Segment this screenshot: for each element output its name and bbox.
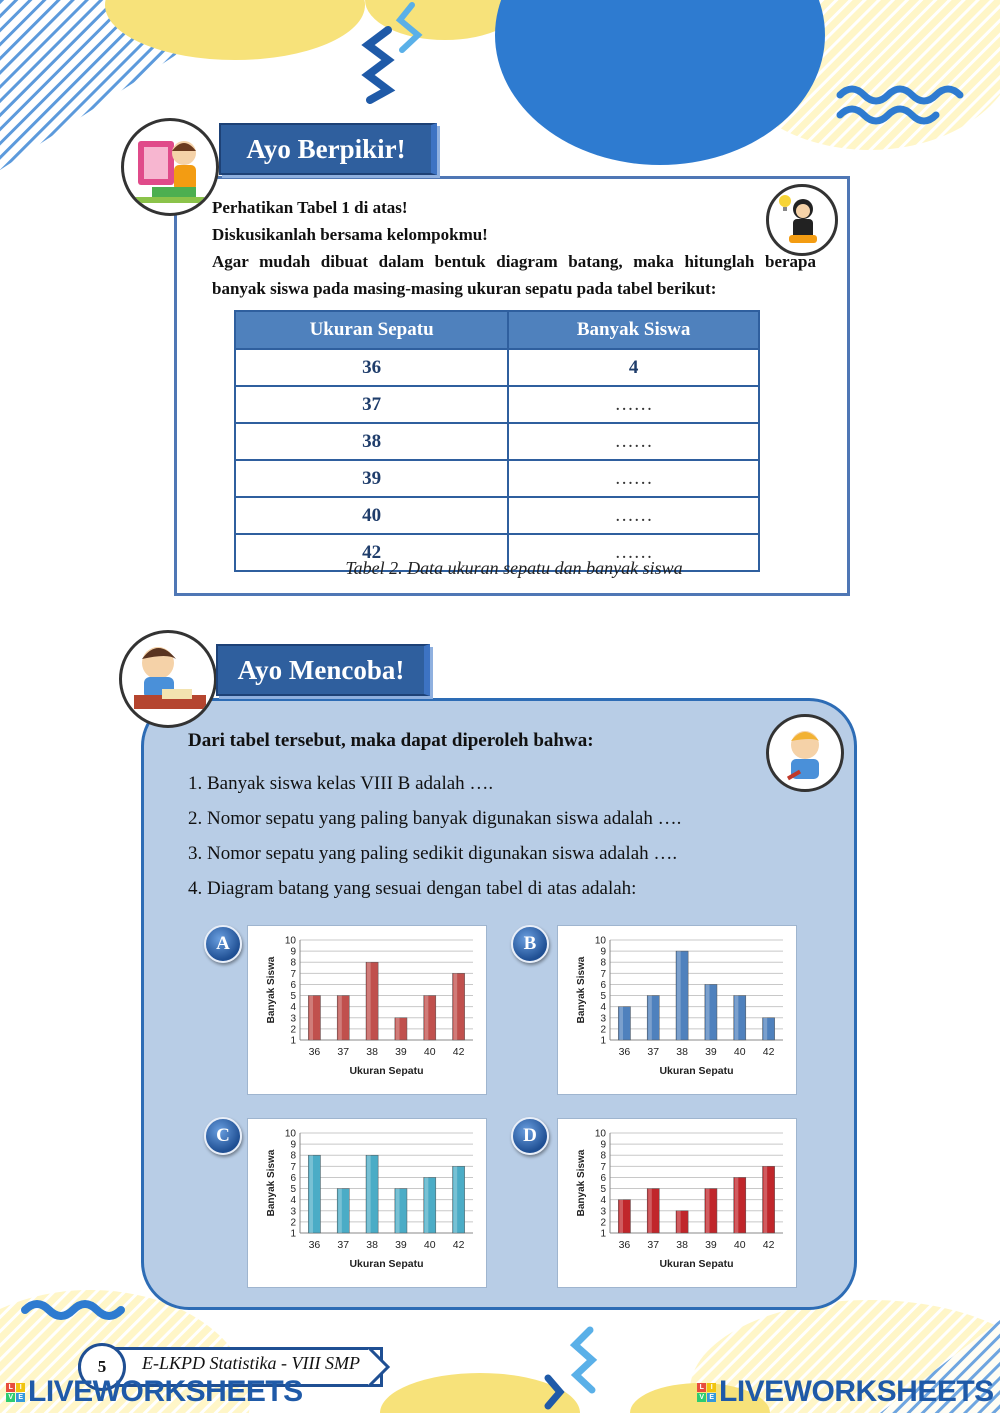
- x-tick-label: 36: [618, 1239, 631, 1251]
- y-tick-label: 10: [594, 935, 606, 947]
- bar-chart: [558, 1119, 798, 1289]
- table-row: [235, 460, 759, 497]
- header-shoe-size: Ukuran Sepatu: [235, 311, 508, 349]
- bar-highlight: [619, 1200, 623, 1233]
- y-tick-label: 2: [600, 1217, 606, 1229]
- instruction-line-2: Diskusikanlah bersama kelompokmu!: [212, 225, 488, 244]
- y-tick-label: 8: [290, 1150, 296, 1162]
- y-tick-label: 1: [290, 1035, 296, 1047]
- y-tick-label: 9: [290, 946, 296, 958]
- y-tick-label: 3: [600, 1206, 606, 1218]
- y-tick-label: 6: [290, 1172, 296, 1184]
- reading-kids-icon: [124, 121, 216, 213]
- x-tick-label: 38: [366, 1239, 378, 1251]
- y-tick-label: 1: [290, 1228, 296, 1240]
- bar-highlight: [338, 1189, 342, 1233]
- bar-highlight: [706, 1189, 710, 1233]
- bar-highlight: [648, 1189, 652, 1233]
- y-tick-label: 6: [290, 979, 296, 991]
- y-tick-label: 5: [290, 991, 296, 1003]
- header-student-count: Banyak Siswa: [508, 311, 759, 349]
- bar-highlight: [454, 973, 458, 1040]
- x-tick-label: 40: [733, 1239, 746, 1251]
- lead-text: Dari tabel tersebut, maka dapat diperoleh bahwa:: [188, 730, 594, 751]
- y-tick-label: 6: [600, 1172, 606, 1184]
- y-tick-label: 2: [290, 1024, 296, 1036]
- y-tick-label: 2: [290, 1217, 296, 1229]
- brand-text: LIVEWORKSHEETS: [28, 1375, 303, 1408]
- instructions-block: [212, 194, 816, 302]
- chart-option-a[interactable]: [247, 925, 487, 1095]
- x-axis-label: Ukuran Sepatu: [349, 1258, 424, 1270]
- y-tick-label: 1: [600, 1035, 606, 1047]
- cell-count-answer[interactable]: ……: [508, 460, 759, 497]
- cell-count-answer[interactable]: ……: [508, 534, 759, 571]
- bar-highlight: [706, 984, 710, 1040]
- y-tick-label: 3: [290, 1206, 296, 1218]
- cell-count-answer[interactable]: ……: [508, 423, 759, 460]
- x-tick-label: 37: [337, 1046, 350, 1058]
- y-tick-label: 1: [600, 1228, 606, 1240]
- y-tick-label: 4: [600, 1002, 606, 1014]
- shoe-size-table: [234, 310, 760, 572]
- x-tick-label: 37: [647, 1046, 660, 1058]
- x-tick-label: 38: [366, 1046, 378, 1058]
- bar-highlight: [735, 996, 739, 1040]
- table-row: [235, 349, 759, 386]
- liveworksheets-logo-right: [697, 1375, 994, 1409]
- table-row: [235, 423, 759, 460]
- x-tick-label: 37: [647, 1239, 660, 1251]
- y-tick-label: 2: [600, 1024, 606, 1036]
- bar-chart: [248, 926, 488, 1096]
- bar-highlight: [396, 1189, 400, 1233]
- bar-highlight: [764, 1018, 768, 1040]
- y-tick-label: 7: [600, 1161, 606, 1173]
- x-axis-label: Ukuran Sepatu: [659, 1258, 734, 1270]
- y-tick-label: 10: [284, 935, 296, 947]
- y-tick-label: 5: [600, 1184, 606, 1196]
- bar-highlight: [367, 1155, 371, 1233]
- cell-count-answer[interactable]: ……: [508, 386, 759, 423]
- instruction-line-3: Agar mudah dibuat dalam bentuk diagram batang, maka hitunglah berapa banyak siswa pada masing-masing ukuran sepatu pada tabel berikut:: [212, 252, 816, 298]
- y-tick-label: 4: [600, 1195, 606, 1207]
- bar-highlight: [677, 1211, 681, 1233]
- chart-option-d[interactable]: [557, 1118, 797, 1288]
- table-row: [235, 497, 759, 534]
- y-tick-label: 5: [600, 991, 606, 1003]
- x-axis-label: Ukuran Sepatu: [659, 1065, 734, 1077]
- boy-writing-icon: [769, 717, 841, 789]
- y-tick-label: 8: [600, 957, 606, 969]
- x-tick-label: 42: [452, 1239, 465, 1251]
- bar-highlight: [735, 1177, 739, 1233]
- bar-highlight: [425, 996, 429, 1040]
- y-axis-label: Banyak Siswa: [266, 1149, 277, 1217]
- page-number: 5: [78, 1343, 126, 1391]
- x-tick-label: 36: [618, 1046, 631, 1058]
- bar-chart: [558, 926, 798, 1096]
- y-tick-label: 7: [290, 1161, 296, 1173]
- y-tick-label: 10: [284, 1128, 296, 1140]
- bar-highlight: [425, 1177, 429, 1233]
- x-tick-label: 37: [337, 1239, 350, 1251]
- boy-studying-icon: [122, 633, 214, 725]
- bar-highlight: [677, 951, 681, 1040]
- x-tick-label: 38: [676, 1239, 688, 1251]
- y-tick-label: 4: [290, 1002, 296, 1014]
- y-tick-label: 8: [600, 1150, 606, 1162]
- boy-studying-avatar: [119, 630, 217, 728]
- question-list: [188, 770, 681, 910]
- y-tick-label: 7: [290, 968, 296, 980]
- table-row: [235, 386, 759, 423]
- chart-option-c[interactable]: [247, 1118, 487, 1288]
- footer-arrow-icon: [366, 1347, 406, 1387]
- y-tick-label: 10: [594, 1128, 606, 1140]
- y-tick-label: 3: [290, 1013, 296, 1025]
- y-tick-label: 3: [600, 1013, 606, 1025]
- bar-highlight: [367, 962, 371, 1040]
- y-tick-label: 6: [600, 979, 606, 991]
- cell-count-answer[interactable]: ……: [508, 497, 759, 534]
- table-caption: Tabel 2. Data ukuran sepatu dan banyak siswa: [345, 558, 683, 578]
- y-axis-label: Banyak Siswa: [576, 956, 587, 1024]
- bar-highlight: [454, 1166, 458, 1233]
- x-tick-label: 36: [308, 1046, 321, 1058]
- liveworksheets-logo-left: [6, 1375, 303, 1409]
- section-title-try: Ayo Mencoba!: [216, 644, 430, 696]
- option-badge-c[interactable]: C: [204, 1117, 242, 1155]
- bar-highlight: [309, 1155, 313, 1233]
- x-tick-label: 39: [705, 1046, 717, 1058]
- y-tick-label: 5: [290, 1184, 296, 1196]
- section-title-think: Ayo Berpikir!: [219, 123, 437, 175]
- option-badge-b[interactable]: B: [511, 925, 549, 963]
- bar-highlight: [764, 1166, 768, 1233]
- bar-chart: [248, 1119, 488, 1289]
- footer-title: E-LKPD Statistika - VIII SMP: [142, 1353, 360, 1373]
- bar-highlight: [396, 1018, 400, 1040]
- cell-size: 37: [235, 386, 508, 423]
- question-item: 4. Diagram batang yang sesuai dengan tabel di atas adalah:: [188, 878, 637, 899]
- option-badge-d[interactable]: D: [511, 1117, 549, 1155]
- bar-highlight: [338, 996, 342, 1040]
- instruction-line-1: Perhatikan Tabel 1 di atas!: [212, 198, 408, 217]
- x-tick-label: 39: [395, 1046, 407, 1058]
- x-tick-label: 38: [676, 1046, 688, 1058]
- y-tick-label: 8: [290, 957, 296, 969]
- y-axis-label: Banyak Siswa: [266, 956, 277, 1024]
- y-tick-label: 9: [600, 1139, 606, 1151]
- liveworksheets-mark-icon: L I V E: [697, 1383, 716, 1402]
- bar-highlight: [309, 996, 313, 1040]
- x-tick-label: 42: [762, 1046, 775, 1058]
- reading-kids-avatar: [121, 118, 219, 216]
- x-tick-label: 36: [308, 1239, 321, 1251]
- x-axis-label: Ukuran Sepatu: [349, 1065, 424, 1077]
- y-tick-label: 4: [290, 1195, 296, 1207]
- cell-count: 4: [508, 349, 759, 386]
- x-tick-label: 39: [705, 1239, 717, 1251]
- y-tick-label: 9: [290, 1139, 296, 1151]
- cell-size: 39: [235, 460, 508, 497]
- liveworksheets-mark-icon: L I V E: [6, 1383, 25, 1402]
- x-tick-label: 39: [395, 1239, 407, 1251]
- bar-highlight: [648, 996, 652, 1040]
- x-tick-label: 40: [423, 1046, 436, 1058]
- boy-writing-avatar: [766, 714, 844, 792]
- chart-option-b[interactable]: [557, 925, 797, 1095]
- cell-size: 42: [235, 534, 508, 571]
- y-tick-label: 9: [600, 946, 606, 958]
- x-tick-label: 40: [423, 1239, 436, 1251]
- x-tick-label: 40: [733, 1046, 746, 1058]
- question-item: 2. Nomor sepatu yang paling banyak digunakan siswa adalah ….: [188, 808, 682, 829]
- x-tick-label: 42: [452, 1046, 465, 1058]
- cell-size: 40: [235, 497, 508, 534]
- question-item: 3. Nomor sepatu yang paling sedikit digunakan siswa adalah ….: [188, 843, 678, 864]
- question-item: 1. Banyak siswa kelas VIII B adalah ….: [188, 773, 494, 794]
- cell-size: 36: [235, 349, 508, 386]
- cell-size: 38: [235, 423, 508, 460]
- bar-highlight: [619, 1007, 623, 1040]
- option-badge-a[interactable]: A: [204, 925, 242, 963]
- x-tick-label: 42: [762, 1239, 775, 1251]
- brand-text: LIVEWORKSHEETS: [719, 1375, 994, 1408]
- y-axis-label: Banyak Siswa: [576, 1149, 587, 1217]
- y-tick-label: 7: [600, 968, 606, 980]
